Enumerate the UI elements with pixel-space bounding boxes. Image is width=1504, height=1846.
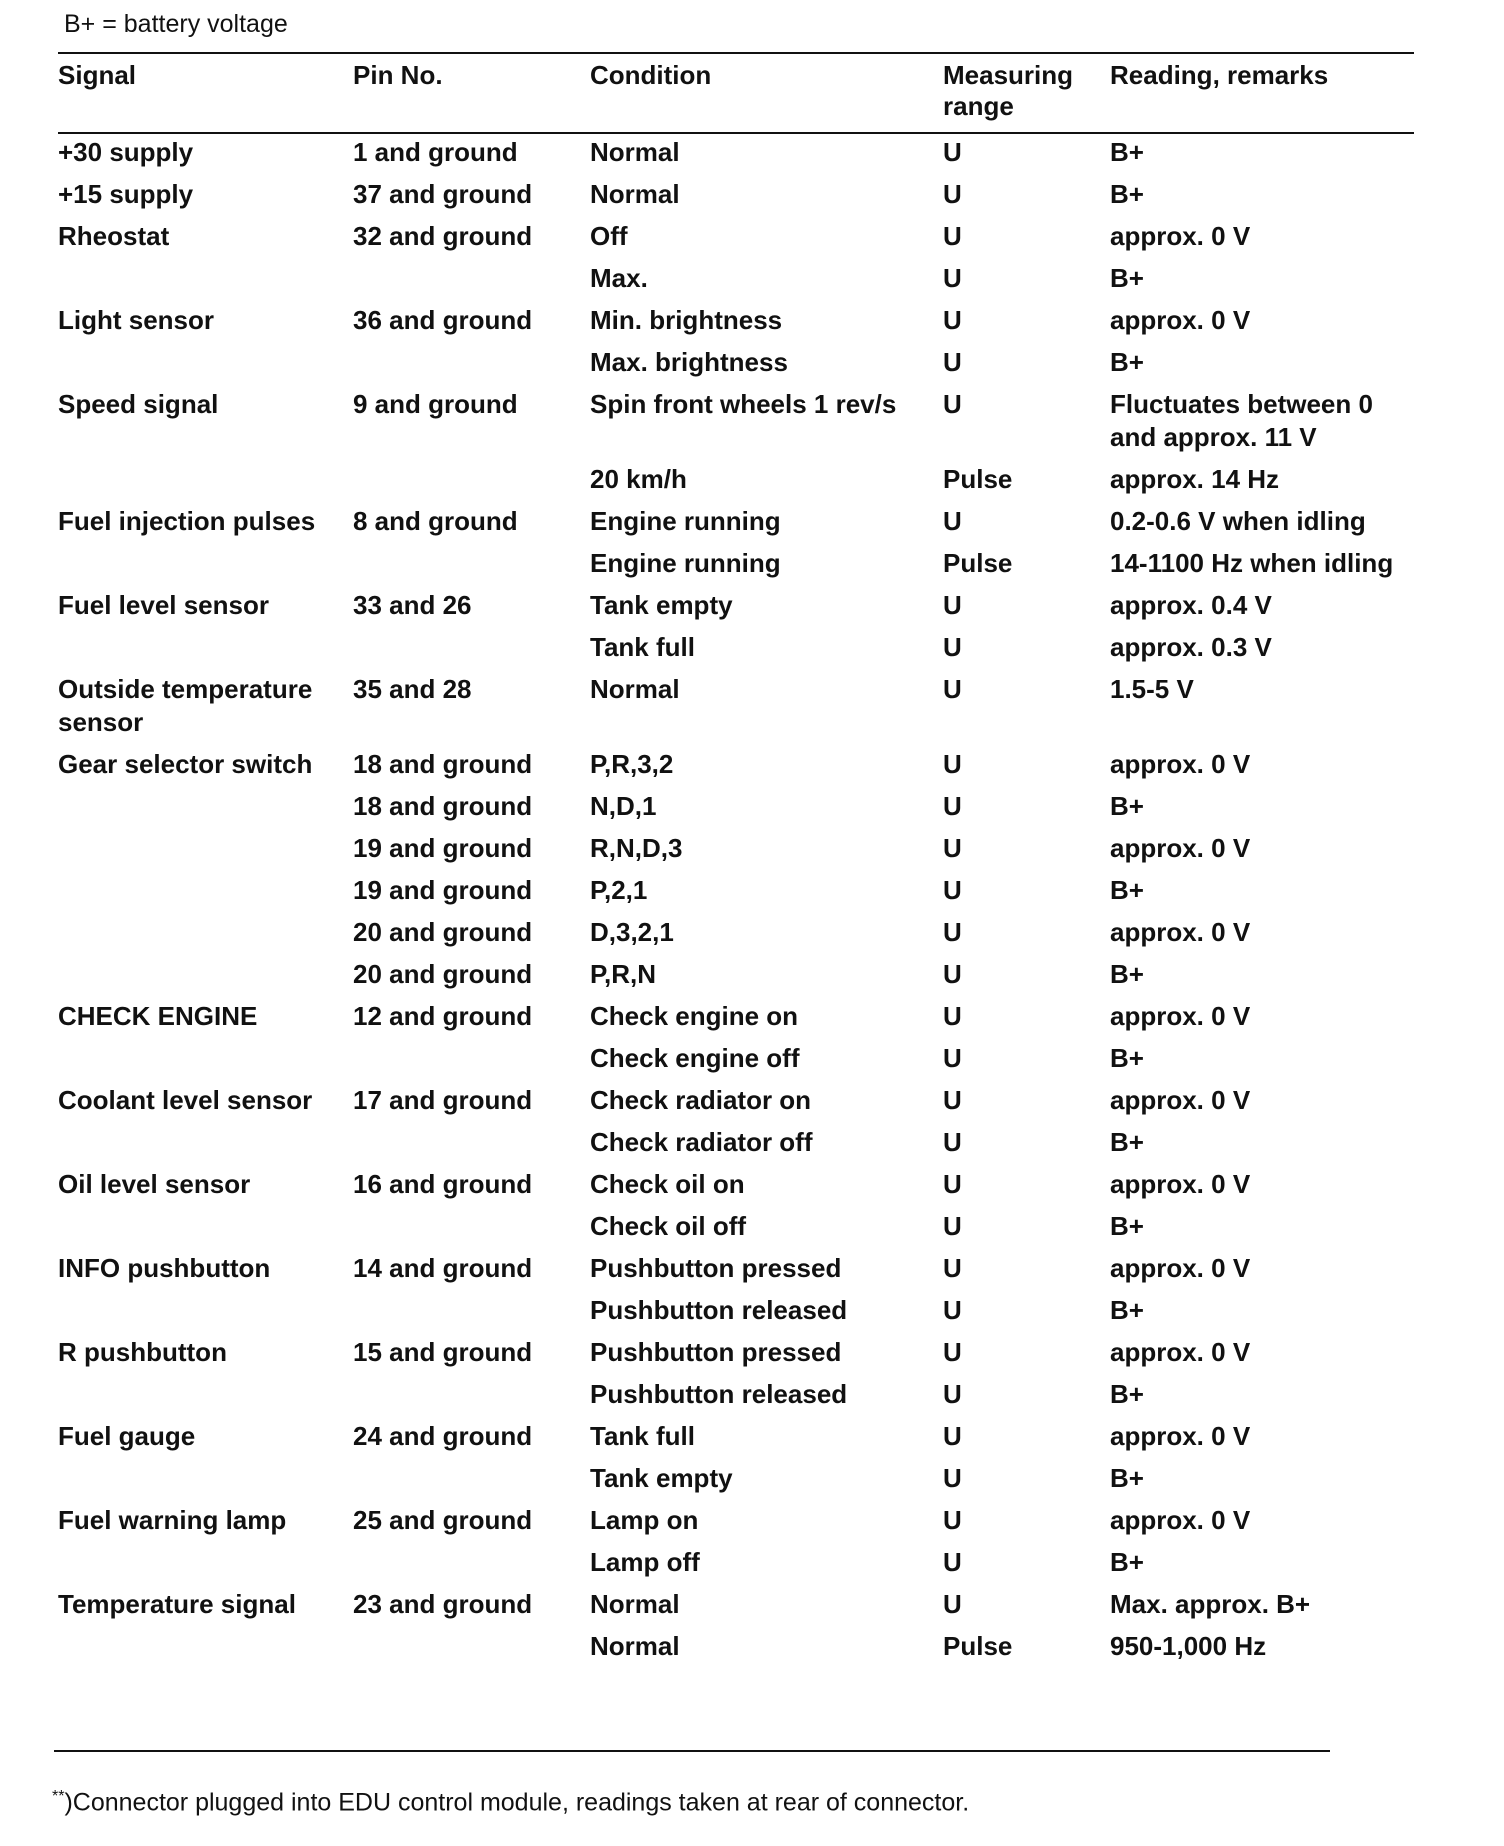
- cell-reading-remarks: B+: [1110, 1211, 1144, 1241]
- footnote-marker: **: [52, 1788, 65, 1805]
- cell-signal: CHECK ENGINE: [58, 1001, 258, 1031]
- table-row: [58, 1458, 1414, 1500]
- cell-signal: [58, 342, 353, 384]
- cell-signal: Gear selector switch: [58, 749, 313, 779]
- cell-condition: Tank empty: [590, 1463, 733, 1493]
- cell-reading-remarks: 14-1100 Hz when idling: [1110, 548, 1394, 578]
- cell-pin-no: 16 and ground: [353, 1169, 533, 1199]
- table-row: [58, 1206, 1414, 1248]
- cell-condition: P,2,1: [590, 875, 648, 905]
- cell-condition: N,D,1: [590, 791, 657, 821]
- cell-signal: Coolant level sensor: [58, 1085, 313, 1115]
- table-row: [58, 258, 1414, 300]
- table-row: [58, 954, 1414, 996]
- cell-measuring-range: U: [943, 1463, 962, 1493]
- cell-condition: Engine running: [590, 506, 781, 536]
- cell-measuring-range: U: [943, 917, 962, 947]
- cell-pin-no: 23 and ground: [353, 1589, 533, 1619]
- cell-pin-no: 20 and ground: [353, 917, 533, 947]
- table-row: [58, 1248, 1414, 1290]
- cell-reading-remarks: B+: [1110, 1295, 1144, 1325]
- cell-signal: [58, 954, 353, 996]
- cell-pin-no: [353, 1038, 590, 1080]
- cell-measuring-range: U: [943, 263, 962, 293]
- cell-condition: Lamp off: [590, 1547, 700, 1577]
- cell-condition: Normal: [590, 674, 680, 704]
- cell-pin-no: 15 and ground: [353, 1337, 533, 1367]
- cell-signal: Rheostat: [58, 221, 170, 251]
- cell-condition: Tank full: [590, 1421, 695, 1451]
- cell-measuring-range: U: [943, 1253, 962, 1283]
- cell-pin-no: [353, 459, 590, 501]
- cell-condition: P,R,N: [590, 959, 656, 989]
- table-body: [58, 132, 1414, 1668]
- cell-pin-no: [353, 1374, 590, 1416]
- cell-signal: Outside temperature sensor: [58, 674, 313, 737]
- cell-reading-remarks: B+: [1110, 1043, 1144, 1073]
- cell-pin-no: 20 and ground: [353, 959, 533, 989]
- cell-pin-no: 9 and ground: [353, 389, 518, 419]
- cell-pin-no: 8 and ground: [353, 506, 518, 536]
- table-row: [58, 1290, 1414, 1332]
- cell-reading-remarks: approx. 0 V: [1110, 1421, 1251, 1451]
- cell-condition: Lamp on: [590, 1505, 699, 1535]
- cell-condition: Pushbutton released: [590, 1379, 848, 1409]
- cell-signal: Speed signal: [58, 389, 219, 419]
- cell-condition: Normal: [590, 137, 680, 167]
- table-row: [58, 585, 1414, 627]
- cell-measuring-range: U: [943, 1043, 962, 1073]
- table-row: [58, 996, 1414, 1038]
- cell-measuring-range: U: [943, 1211, 962, 1241]
- table-row: [58, 1500, 1414, 1542]
- cell-reading-remarks: 950-1,000 Hz: [1110, 1631, 1267, 1661]
- cell-pin-no: [353, 342, 590, 384]
- header-reading-remarks: Reading, remarks: [1110, 60, 1329, 90]
- cell-condition: Normal: [590, 179, 680, 209]
- cell-signal: Oil level sensor: [58, 1169, 251, 1199]
- cell-signal: [58, 786, 353, 828]
- table-row: [58, 912, 1414, 954]
- cell-signal: Temperature signal: [58, 1589, 296, 1619]
- cell-measuring-range: U: [943, 632, 962, 662]
- cell-pin-no: [353, 1542, 590, 1584]
- cell-signal: R pushbutton: [58, 1337, 227, 1367]
- cell-reading-remarks: B+: [1110, 179, 1144, 209]
- cell-measuring-range: U: [943, 179, 962, 209]
- cell-measuring-range: U: [943, 1001, 962, 1031]
- cell-measuring-range: U: [943, 749, 962, 779]
- header-signal: Signal: [58, 60, 137, 90]
- footnote-text: )Connector plugged into EDU control module, readings taken at rear of connector.: [64, 1788, 970, 1817]
- cell-reading-remarks: approx. 0 V: [1110, 221, 1251, 251]
- cell-pin-no: 14 and ground: [353, 1253, 533, 1283]
- table-row: [58, 1626, 1414, 1668]
- cell-signal: Light sensor: [58, 305, 215, 335]
- cell-measuring-range: U: [943, 137, 962, 167]
- cell-signal: Fuel level sensor: [58, 590, 269, 620]
- cell-measuring-range: Pulse: [943, 548, 1013, 578]
- cell-reading-remarks: approx. 0 V: [1110, 833, 1251, 863]
- cell-signal: [58, 1626, 353, 1668]
- table-row: [58, 543, 1414, 585]
- cell-measuring-range: Pulse: [943, 1631, 1013, 1661]
- cell-condition: 20 km/h: [590, 464, 687, 494]
- battery-voltage-note: B+ = battery voltage: [64, 10, 288, 38]
- cell-pin-no: 36 and ground: [353, 305, 533, 335]
- cell-pin-no: 19 and ground: [353, 875, 533, 905]
- cell-condition: Check oil off: [590, 1211, 747, 1241]
- cell-pin-no: [353, 543, 590, 585]
- cell-reading-remarks: B+: [1110, 1547, 1144, 1577]
- cell-reading-remarks: B+: [1110, 347, 1144, 377]
- cell-pin-no: 19 and ground: [353, 833, 533, 863]
- table-row: [58, 342, 1414, 384]
- cell-signal: [58, 828, 353, 870]
- cell-pin-no: 32 and ground: [353, 221, 533, 251]
- cell-condition: Check engine on: [590, 1001, 799, 1031]
- cell-pin-no: 33 and 26: [353, 590, 472, 620]
- table-row: [58, 828, 1414, 870]
- table-row: [58, 669, 1414, 744]
- cell-reading-remarks: Max. approx. B+: [1110, 1589, 1311, 1619]
- table-row: [58, 384, 1414, 459]
- cell-pin-no: 12 and ground: [353, 1001, 533, 1031]
- cell-reading-remarks: approx. 0 V: [1110, 749, 1251, 779]
- cell-measuring-range: U: [943, 1337, 962, 1367]
- cell-signal: Fuel warning lamp: [58, 1505, 287, 1535]
- cell-signal: INFO pushbutton: [58, 1253, 271, 1283]
- cell-measuring-range: U: [943, 305, 962, 335]
- cell-condition: Check radiator off: [590, 1127, 813, 1157]
- cell-measuring-range: U: [943, 347, 962, 377]
- table-row: [58, 1584, 1414, 1626]
- cell-measuring-range: U: [943, 389, 962, 419]
- cell-measuring-range: U: [943, 506, 962, 536]
- cell-signal: [58, 1458, 353, 1500]
- cell-measuring-range: U: [943, 674, 962, 704]
- cell-condition: P,R,3,2: [590, 749, 674, 779]
- cell-reading-remarks: Fluctuates between 0 and approx. 11 V: [1110, 389, 1373, 452]
- table-top-rule: [58, 52, 1414, 54]
- cell-reading-remarks: B+: [1110, 875, 1144, 905]
- header-measuring-range: Measuring range: [943, 60, 1074, 121]
- cell-pin-no: [353, 1458, 590, 1500]
- cell-condition: Pushbutton released: [590, 1295, 848, 1325]
- table-row: [58, 501, 1414, 543]
- cell-reading-remarks: B+: [1110, 137, 1144, 167]
- cell-condition: Check engine off: [590, 1043, 800, 1073]
- cell-pin-no: 35 and 28: [353, 674, 472, 704]
- cell-measuring-range: U: [943, 221, 962, 251]
- cell-condition: D,3,2,1: [590, 917, 674, 947]
- cell-reading-remarks: B+: [1110, 959, 1144, 989]
- cell-pin-no: 18 and ground: [353, 791, 533, 821]
- cell-condition: Pushbutton pressed: [590, 1337, 842, 1367]
- cell-pin-no: 1 and ground: [353, 137, 518, 167]
- table-row: [58, 174, 1414, 216]
- cell-condition: Engine running: [590, 548, 781, 578]
- cell-pin-no: [353, 1626, 590, 1668]
- cell-condition: Pushbutton pressed: [590, 1253, 842, 1283]
- cell-measuring-range: U: [943, 959, 962, 989]
- cell-signal: [58, 1206, 353, 1248]
- cell-reading-remarks: B+: [1110, 1379, 1144, 1409]
- table-row: [58, 1332, 1414, 1374]
- cell-signal: [58, 459, 353, 501]
- cell-condition: Normal: [590, 1631, 680, 1661]
- cell-pin-no: [353, 1206, 590, 1248]
- cell-condition: Spin front wheels 1 rev/s: [590, 389, 897, 419]
- cell-pin-no: 37 and ground: [353, 179, 533, 209]
- cell-measuring-range: U: [943, 875, 962, 905]
- cell-pin-no: [353, 627, 590, 669]
- cell-condition: Min. brightness: [590, 305, 783, 335]
- cell-pin-no: 18 and ground: [353, 749, 533, 779]
- cell-signal: Fuel gauge: [58, 1421, 196, 1451]
- cell-condition: Max. brightness: [590, 347, 788, 377]
- cell-condition: Off: [590, 221, 628, 251]
- table-row: [58, 459, 1414, 501]
- cell-measuring-range: U: [943, 1421, 962, 1451]
- cell-pin-no: [353, 258, 590, 300]
- cell-signal: [58, 627, 353, 669]
- table-row: [58, 1374, 1414, 1416]
- cell-signal: [58, 258, 353, 300]
- cell-reading-remarks: B+: [1110, 1127, 1144, 1157]
- table-header-row: [58, 60, 1414, 132]
- cell-measuring-range: U: [943, 1379, 962, 1409]
- cell-reading-remarks: approx. 0 V: [1110, 1085, 1251, 1115]
- cell-signal: +15 supply: [58, 179, 194, 209]
- table-row: [58, 744, 1414, 786]
- cell-measuring-range: U: [943, 1505, 962, 1535]
- table-row: [58, 300, 1414, 342]
- cell-signal: [58, 870, 353, 912]
- cell-condition: Tank full: [590, 632, 695, 662]
- table-row: [58, 216, 1414, 258]
- cell-measuring-range: U: [943, 1589, 962, 1619]
- cell-reading-remarks: B+: [1110, 1463, 1144, 1493]
- header-condition: Condition: [590, 60, 712, 90]
- cell-pin-no: [353, 1290, 590, 1332]
- cell-pin-no: 17 and ground: [353, 1085, 533, 1115]
- cell-reading-remarks: B+: [1110, 791, 1144, 821]
- cell-measuring-range: U: [943, 833, 962, 863]
- cell-condition: Check radiator on: [590, 1085, 812, 1115]
- cell-signal: [58, 1542, 353, 1584]
- cell-reading-remarks: approx. 0 V: [1110, 1253, 1251, 1283]
- test-specification-table: [58, 60, 1414, 1668]
- table-row: [58, 1080, 1414, 1122]
- footnote: [52, 1788, 969, 1817]
- cell-measuring-range: Pulse: [943, 464, 1013, 494]
- cell-signal: [58, 1290, 353, 1332]
- table-row: [58, 1038, 1414, 1080]
- cell-reading-remarks: approx. 14 Hz: [1110, 464, 1280, 494]
- cell-reading-remarks: approx. 0 V: [1110, 1337, 1251, 1367]
- cell-reading-remarks: 0.2-0.6 V when idling: [1110, 506, 1366, 536]
- cell-measuring-range: U: [943, 791, 962, 821]
- table-row: [58, 786, 1414, 828]
- cell-signal: [58, 543, 353, 585]
- header-pin-no: Pin No.: [353, 60, 443, 90]
- cell-condition: Check oil on: [590, 1169, 745, 1199]
- cell-signal: Fuel injection pulses: [58, 506, 316, 536]
- cell-measuring-range: U: [943, 1547, 962, 1577]
- cell-reading-remarks: approx. 0.4 V: [1110, 590, 1272, 620]
- table-row: [58, 1542, 1414, 1584]
- cell-reading-remarks: approx. 0 V: [1110, 1505, 1251, 1535]
- table-row: [58, 1416, 1414, 1458]
- cell-condition: R,N,D,3: [590, 833, 683, 863]
- cell-condition: Tank empty: [590, 590, 733, 620]
- cell-signal: [58, 1374, 353, 1416]
- table-row: [58, 627, 1414, 669]
- cell-signal: [58, 912, 353, 954]
- cell-measuring-range: U: [943, 1085, 962, 1115]
- table-row: [58, 1122, 1414, 1164]
- cell-signal: [58, 1038, 353, 1080]
- table-row: [58, 1164, 1414, 1206]
- table-row: [58, 870, 1414, 912]
- cell-measuring-range: U: [943, 590, 962, 620]
- cell-measuring-range: U: [943, 1169, 962, 1199]
- cell-reading-remarks: 1.5-5 V: [1110, 674, 1194, 704]
- cell-condition: Max.: [590, 263, 648, 293]
- cell-reading-remarks: B+: [1110, 263, 1144, 293]
- cell-pin-no: 25 and ground: [353, 1505, 533, 1535]
- cell-reading-remarks: approx. 0 V: [1110, 1001, 1251, 1031]
- cell-signal: +30 supply: [58, 137, 194, 167]
- cell-reading-remarks: approx. 0 V: [1110, 1169, 1251, 1199]
- table-row: [58, 132, 1414, 174]
- cell-measuring-range: U: [943, 1127, 962, 1157]
- cell-pin-no: 24 and ground: [353, 1421, 533, 1451]
- cell-reading-remarks: approx. 0.3 V: [1110, 632, 1272, 662]
- cell-signal: [58, 1122, 353, 1164]
- cell-pin-no: [353, 1122, 590, 1164]
- cell-reading-remarks: approx. 0 V: [1110, 917, 1251, 947]
- table-bottom-rule: [54, 1750, 1330, 1752]
- cell-reading-remarks: approx. 0 V: [1110, 305, 1251, 335]
- cell-condition: Normal: [590, 1589, 680, 1619]
- cell-measuring-range: U: [943, 1295, 962, 1325]
